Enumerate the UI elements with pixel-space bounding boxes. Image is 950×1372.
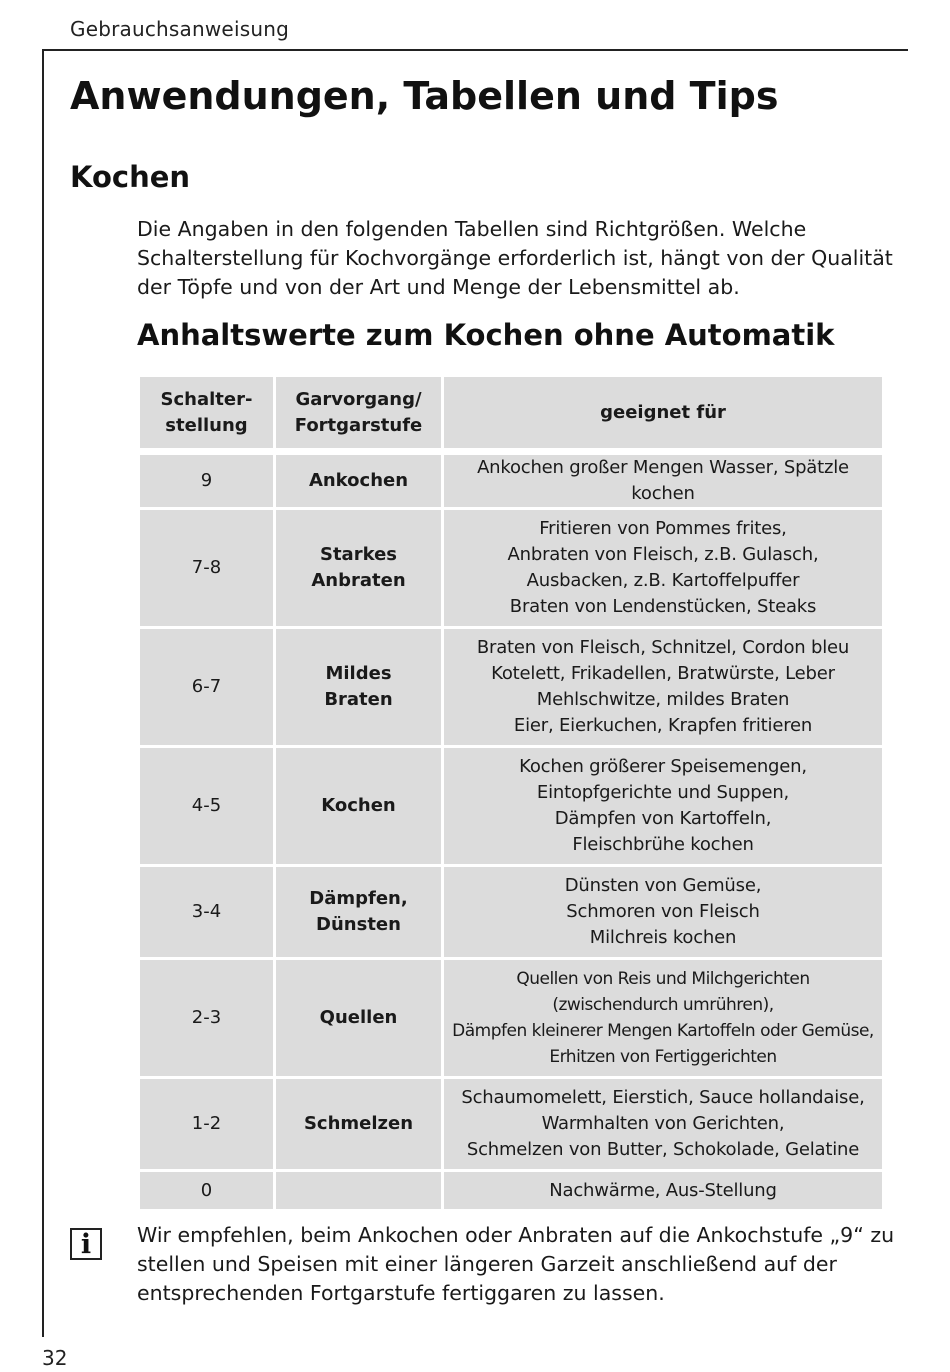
use-cell: Ankochen großer Mengen Wasser, Spätzle kochen (443, 452, 884, 509)
page-number: 32 (42, 1346, 68, 1370)
setting-cell: 0 (139, 1171, 275, 1211)
table-row (139, 866, 884, 959)
use-cell: Dünsten von Gemüse, Schmoren von Fleisch Milchreis kochen (443, 866, 884, 959)
table-title: Anhaltswerte zum Kochen ohne Automatik (137, 318, 835, 352)
use-cell: Braten von Fleisch, Schnitzel, Cordon bleu Kotelett, Frikadellen, Bratwürste, Leber Mehlschwitze, mildes Braten Eier, Eierkuchen, Krapfen fritieren (443, 628, 884, 747)
process-cell: Mildes Braten (275, 628, 443, 747)
table-row (139, 628, 884, 747)
setting-cell: 3-4 (139, 866, 275, 959)
use-cell: Schaumomelett, Eierstich, Sauce hollandaise, Warmhalten von Gerichten, Schmelzen von Butter, Schokolade, Gelatine (443, 1078, 884, 1171)
setting-cell: 7-8 (139, 509, 275, 628)
running-head: Gebrauchsanweisung (70, 17, 289, 41)
cooking-table (137, 374, 885, 1212)
table-header-row (139, 376, 884, 452)
setting-cell: 1-2 (139, 1078, 275, 1171)
table-row (139, 1078, 884, 1171)
setting-cell: 9 (139, 452, 275, 509)
setting-cell: 4-5 (139, 747, 275, 866)
process-cell (275, 1171, 443, 1211)
setting-cell: 2-3 (139, 959, 275, 1078)
intro-paragraph: Die Angaben in den folgenden Tabellen sind Richtgrößen. Welche Schalterstellung für Kochvorgänge erforderlich ist, hängt von der Qualität der Töpfe und von der Art und Menge der Lebensmittel ab. (137, 217, 893, 299)
section-title: Kochen (70, 160, 191, 194)
process-cell: Schmelzen (275, 1078, 443, 1171)
header-use: geeignet für (443, 376, 884, 452)
header-rule (42, 49, 908, 51)
process-cell: Dämpfen, Dünsten (275, 866, 443, 959)
header-process: Garvorgang/ Fortgarstufe (275, 376, 443, 452)
header-setting: Schalter- stellung (139, 376, 275, 452)
use-cell: Nachwärme, Aus-Stellung (443, 1171, 884, 1211)
use-cell: Quellen von Reis und Milchgerichten (zwischendurch umrühren), Dämpfen kleinerer Mengen Kartoffeln oder Gemüse, Erhitzen von Fertiggerichten (443, 959, 884, 1078)
margin-rule (42, 49, 44, 1337)
use-cell: Fritieren von Pommes frites, Anbraten von Fleisch, z.B. Gulasch, Ausbacken, z.B. Kartoffelpuffer Braten von Lendenstücken, Steaks (443, 509, 884, 628)
process-cell: Kochen (275, 747, 443, 866)
table-row (139, 509, 884, 628)
table-row (139, 452, 884, 509)
table-row (139, 959, 884, 1078)
tip-paragraph: Wir empfehlen, beim Ankochen oder Anbraten auf die Ankochstufe „9“ zu stellen und Speisen mit einer längeren Garzeit anschließend auf der entsprechenden Fortgarstufe fertiggaren zu lassen. (137, 1223, 895, 1305)
table-row (139, 747, 884, 866)
process-cell: Quellen (275, 959, 443, 1078)
page-title: Anwendungen, Tabellen und Tips (70, 74, 779, 118)
process-cell: Starkes Anbraten (275, 509, 443, 628)
use-cell: Kochen größerer Speisemengen, Eintopfgerichte und Suppen, Dämpfen von Kartoffeln, Fleischbrühe kochen (443, 747, 884, 866)
process-cell: Ankochen (275, 452, 443, 509)
setting-cell: 6-7 (139, 628, 275, 747)
table-row (139, 1171, 884, 1211)
info-icon: i (70, 1228, 102, 1260)
